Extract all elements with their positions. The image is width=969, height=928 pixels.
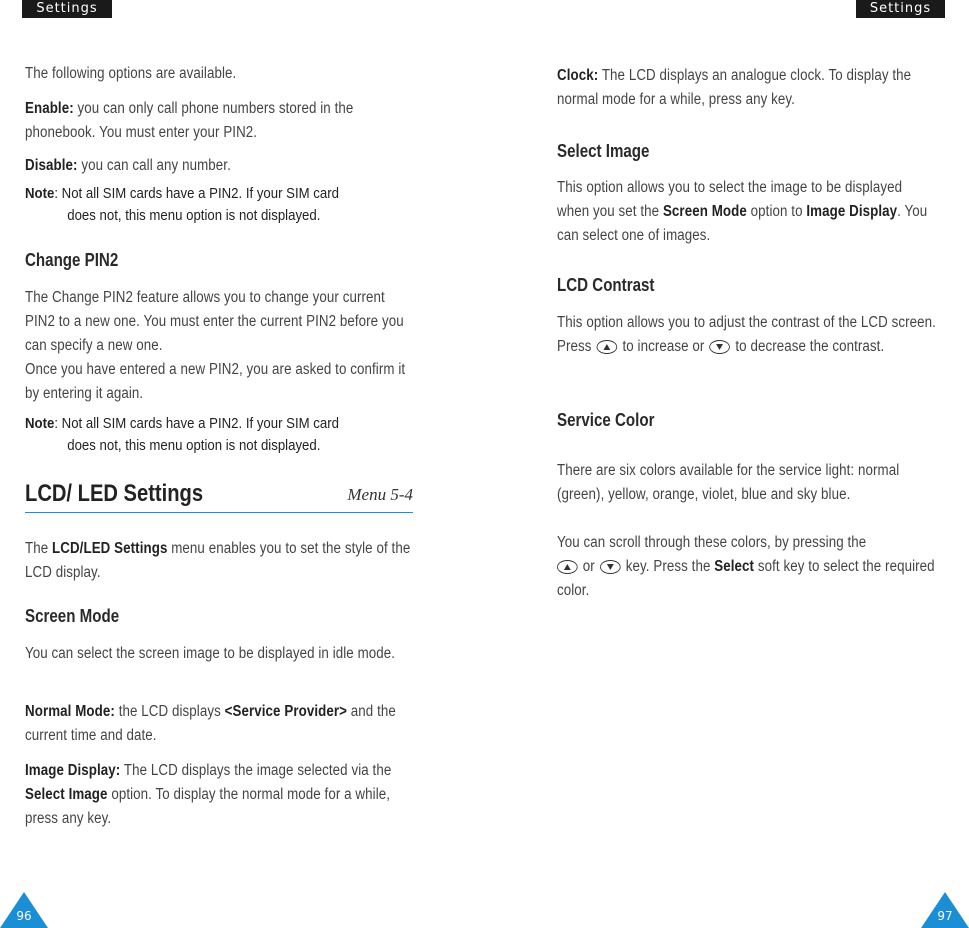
disable-label: Disable: <box>25 157 78 174</box>
change-pin2-heading: Change PIN2 <box>25 250 119 270</box>
select-image-heading: Select Image <box>557 141 650 161</box>
change-pin2-text-2: Once you have entered a new PIN2, you are asked to confirm it by entering it again. <box>25 361 406 402</box>
image-display-option: Image Display: The LCD displays the image selected via the Select Image option. To display the normal mode for a while, press any key. <box>25 762 392 827</box>
note-1: Note: Not all SIM cards have a PIN2. If your SIM card does not, this menu option is not displayed. <box>25 185 339 224</box>
change-pin2-text-1: The Change PIN2 feature allows you to change your current PIN2 to a new one. You must enter the current PIN2 before you can specify a new one. <box>25 289 404 354</box>
down-key-icon <box>710 340 731 354</box>
section-title-bar <box>25 478 413 513</box>
service-color-heading: Service Color <box>557 410 655 430</box>
screen-mode-heading: Screen Mode <box>25 606 120 626</box>
page-number-right: 97 <box>937 909 953 923</box>
disable-option: Disable: you can call any number. <box>25 157 231 174</box>
note-2: Note: Not all SIM cards have a PIN2. If your SIM card does not, this menu option is not displayed. <box>25 415 339 454</box>
screen-mode-text: You can select the screen image to be displayed in idle mode. <box>25 645 396 662</box>
enable-option: Enable: you can only call phone numbers stored in the phonebook. You must enter your PIN2. <box>25 100 354 141</box>
normal-mode-option: Normal Mode: the LCD displays <Service Provider> and the current time and date. <box>25 703 396 744</box>
header-tab-right: Settings <box>856 0 945 18</box>
select-image-text: This option allows you to select the image to be displayed when you set the Screen Mode option to Image Display. You can select one of images. <box>557 179 928 244</box>
down-key-icon <box>600 560 621 574</box>
clock-option: Clock: The LCD displays an analogue clock. To display the normal mode for a while, press any key. <box>557 67 912 108</box>
up-key-icon <box>557 560 578 574</box>
service-color-text-2: You can scroll through these colors, by pressing the or key. Press the Select soft key to select the required color. <box>557 534 935 599</box>
lcd-intro-text: The LCD/LED Settings menu enables you to set the style of the LCD display. <box>25 540 411 581</box>
service-color-text-1: There are six colors available for the service light: normal (green), yellow, orange, violet, blue and sky blue. <box>557 462 900 503</box>
up-key-icon <box>597 340 618 354</box>
menu-number: Menu 5-4 <box>347 485 413 504</box>
lcd-contrast-text: This option allows you to adjust the contrast of the LCD screen. Press to increase or to decrease the contrast. <box>557 314 936 355</box>
intro-text: The following options are available. <box>25 65 237 82</box>
enable-label: Enable: <box>25 100 74 117</box>
section-title: LCD/ LED Settings <box>25 480 204 507</box>
header-tab-left: Settings <box>22 0 112 18</box>
lcd-contrast-heading: LCD Contrast <box>557 275 655 295</box>
page-number-left: 96 <box>16 909 32 923</box>
